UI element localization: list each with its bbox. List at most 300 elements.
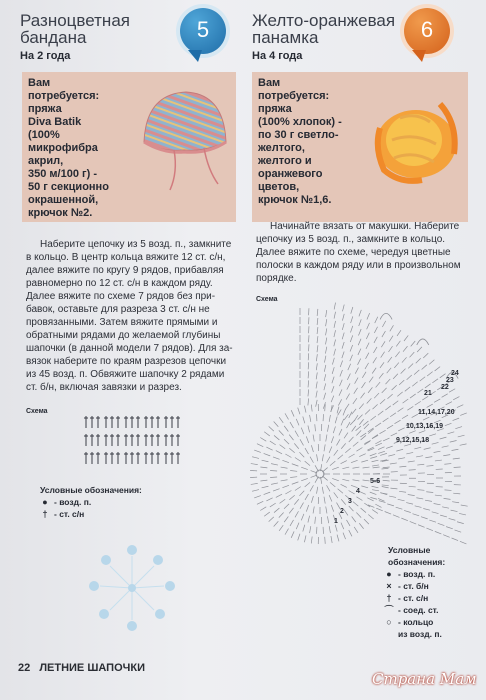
materials-line: желтого, (258, 142, 305, 154)
stitch-mark (324, 393, 326, 400)
stitch-mark (401, 369, 406, 374)
stitch-mark (452, 502, 459, 503)
instruction-line: полоски в каждом ряду или в произвольном (256, 260, 461, 271)
stitch-mark (349, 437, 354, 442)
stitch-mark (358, 349, 361, 355)
stitch-mark (311, 537, 312, 544)
row-number: 2 (340, 508, 344, 515)
left-instructions (26, 238, 240, 394)
stitch-mark (368, 514, 373, 518)
stitch-mark (399, 380, 404, 385)
stitch-mark (334, 303, 335, 310)
stitch-mark (324, 365, 326, 372)
stitch-mark (388, 346, 392, 352)
stitch-mark (317, 309, 318, 316)
stitch-mark (442, 446, 449, 447)
left-legend (40, 484, 142, 520)
stitch-mark (406, 503, 413, 505)
instruction-line: вязок наберите по краям разрезов цепочки (26, 356, 227, 367)
stitch-mark (299, 452, 304, 457)
stitch-mark (285, 529, 289, 535)
left-scheme-label: Схема (26, 408, 48, 415)
stitch-mark (296, 523, 299, 529)
stitch-mark (301, 478, 308, 480)
stitch-mark (359, 491, 365, 494)
row-number: 5-6 (370, 478, 381, 485)
stitch-mark (429, 520, 436, 522)
left-ring-motif-diagram (84, 540, 180, 636)
stitch-mark (285, 413, 289, 419)
instruction-line: Далее вяжите по схеме 7 рядов без при- (26, 291, 216, 302)
stitch-mark (393, 401, 399, 405)
stitch-mark (412, 514, 419, 516)
stitch-mark (349, 454, 355, 458)
stitch-mark (284, 504, 289, 509)
stitch-mark (334, 349, 336, 356)
stitch-mark (361, 486, 368, 488)
stitch-mark (254, 450, 261, 452)
left-subtitle: На 2 года (20, 50, 71, 62)
stitch-mark (387, 368, 391, 373)
stitch-mark (440, 515, 447, 517)
stitch-mark (347, 383, 350, 389)
stitch-mark (332, 467, 339, 469)
stitch-mark (346, 394, 350, 400)
double-crochet-icon: † (42, 509, 48, 519)
stitch-mark (264, 492, 271, 494)
stitch-mark (367, 323, 370, 329)
stitch-mark (416, 456, 423, 457)
stitch-mark (370, 453, 377, 455)
stitch-mark (274, 508, 279, 512)
stitch-mark (335, 525, 337, 532)
stitch-mark (341, 461, 347, 464)
stitch-mark (298, 534, 300, 541)
left-materials-box (22, 72, 236, 222)
stitch-mark (396, 507, 403, 509)
stitch-mark (386, 446, 393, 448)
stitch-mark (461, 505, 468, 506)
stitch-mark (344, 510, 348, 516)
stitch-mark (356, 448, 362, 452)
materials-line: Diva Batik (28, 116, 82, 128)
stitch-mark (329, 415, 330, 422)
stitch-mark (350, 420, 355, 425)
materials-line: Вам (258, 77, 281, 89)
stitch-mark (342, 342, 344, 349)
stitch-mark (334, 330, 336, 337)
stitch-mark (316, 400, 318, 407)
row-number: 22 (441, 384, 449, 391)
stitch-mark (273, 489, 280, 491)
stitch-mark (426, 492, 433, 493)
stitch-mark (252, 490, 259, 492)
left-title-line1: Разноцветная (20, 11, 130, 30)
stitch-mark (416, 498, 423, 499)
stitch-mark (403, 346, 407, 351)
stitch-mark (366, 343, 369, 349)
stitch-mark (292, 464, 299, 466)
stitch-mark (402, 415, 408, 419)
stitch-mark (374, 327, 377, 333)
stitch-mark (326, 506, 327, 513)
stitch-mark (415, 401, 421, 405)
stitch-mark (299, 491, 304, 496)
stitch-mark (404, 335, 408, 341)
materials-line: (100% хлопок) - (258, 116, 342, 128)
stitch-mark (358, 339, 361, 345)
stitch-mark (291, 531, 294, 537)
stitch-mark (289, 508, 293, 514)
stitch-mark (419, 431, 426, 433)
stitch-mark (334, 312, 335, 319)
row-number: 23 (446, 377, 454, 384)
stitch-mark (421, 517, 428, 519)
stitch-mark (390, 463, 397, 464)
stitch-mark (350, 335, 352, 342)
stitch-mark (322, 454, 323, 461)
stitch-mark (331, 505, 333, 512)
stitch-mark (435, 367, 440, 371)
stitch-mark (372, 486, 379, 488)
stitch-mark (404, 444, 411, 446)
stitch-mark (271, 464, 278, 465)
stitch-mark (316, 354, 317, 361)
stitch-mark (279, 525, 283, 531)
stitch-mark (310, 485, 314, 491)
stitch-mark (347, 422, 351, 428)
stitch-mark (351, 307, 353, 314)
stitch-mark (408, 363, 413, 368)
stitch-mark (274, 435, 279, 439)
stitch-mark (460, 444, 467, 445)
stitch-mark (359, 523, 363, 528)
stitch-mark (397, 392, 402, 396)
stitch-mark (264, 453, 271, 455)
materials-line: микрофибра (28, 142, 98, 154)
stitch-mark (338, 455, 343, 459)
stitch-mark (343, 305, 345, 312)
right-title-line1: Желто-оранжевая (252, 11, 396, 30)
stitch-mark (280, 445, 286, 449)
stitch-mark (369, 377, 373, 383)
stitch-mark (335, 417, 337, 424)
stitch-mark (407, 375, 412, 380)
stitch-mark (372, 460, 379, 462)
stitch-mark (410, 394, 416, 398)
instruction-line: равномерно по 12 ст. с/н в каждом ряду. (26, 278, 213, 289)
instruction-line: ст. б/н, включая завязки и разрез. (26, 382, 182, 393)
stitch-mark (276, 451, 282, 454)
stitch-mark (374, 393, 379, 398)
stitch-mark (379, 373, 383, 378)
stitch-mark (379, 430, 385, 433)
badge-number-5: 5 (180, 8, 226, 54)
stitch-mark (345, 448, 350, 452)
stitch-mark (308, 398, 309, 405)
legend-row-chain (40, 496, 142, 508)
right-legend-title-2: обозначения: (388, 557, 446, 567)
stitch-mark (349, 506, 354, 511)
stitch-mark (452, 449, 459, 450)
stitch-mark (300, 503, 304, 509)
stitch-mark (270, 441, 276, 445)
stitch-mark (363, 467, 370, 468)
stitch-mark (337, 535, 339, 542)
stitch-mark (317, 327, 318, 334)
materials-line: потребуется: (258, 90, 330, 102)
materials-line: крючок №2. (28, 207, 93, 219)
stitch-mark (450, 440, 457, 442)
stitch-mark (285, 454, 291, 458)
stitch-mark (364, 424, 369, 429)
stitch-mark (380, 399, 385, 404)
stitch-mark (343, 533, 346, 540)
stitch-mark (455, 427, 462, 429)
stitch-mark (308, 380, 309, 387)
stitch-mark (317, 336, 318, 343)
stitch-mark (326, 319, 327, 326)
stitch-mark (405, 387, 410, 391)
stitch-mark (342, 314, 344, 321)
stitch-mark (311, 405, 312, 412)
badge-number-6: 6 (404, 8, 450, 54)
right-header (252, 12, 395, 62)
stitch-mark (418, 525, 425, 528)
stitch-mark (395, 352, 399, 357)
stitch-mark (279, 417, 283, 423)
stitch-mark (370, 492, 377, 494)
stitch-mark (398, 428, 404, 431)
stitch-mark (390, 413, 396, 417)
stitch-mark (260, 480, 267, 481)
stitch-mark (341, 523, 344, 529)
stitch-mark (273, 457, 280, 459)
stitch-mark (457, 522, 464, 524)
stitch-mark (324, 374, 326, 381)
stitch-mark (308, 389, 309, 396)
stitch-mark (341, 443, 345, 448)
instruction-line: бавок, оставьте для разреза 3 ст. с/н не (26, 304, 210, 315)
stitch-mark (317, 454, 318, 461)
stitch-mark (408, 495, 415, 496)
bandana-photo (134, 82, 234, 192)
stitch-mark (317, 345, 318, 352)
section-title: ЛЕТНИЕ ШАПОЧКИ (39, 662, 145, 674)
stitch-mark (332, 377, 334, 384)
stitch-mark (350, 345, 353, 352)
stitch-mark (381, 341, 385, 347)
stitch-mark (339, 429, 342, 435)
stitch-mark (435, 495, 442, 496)
stitch-mark (269, 517, 274, 522)
instruction-line: Начинайте вязать от макушки. Наберите (270, 221, 460, 232)
stitch-mark (329, 446, 332, 452)
stitch-mark (435, 460, 442, 461)
stitch-mark (291, 410, 294, 416)
stitch-mark (356, 426, 361, 431)
stitch-mark (339, 389, 342, 395)
stitch-mark (333, 426, 335, 433)
stitch-mark (360, 393, 364, 399)
stitch-mark (332, 358, 334, 365)
instruction-line: провязанными. Затем вяжите прямыми и (26, 317, 218, 328)
stitch-mark (324, 497, 325, 504)
stitch-mark (378, 411, 383, 415)
stitch-mark (264, 512, 270, 516)
row-number: 4 (356, 488, 360, 495)
stitch-mark (269, 426, 274, 431)
scallop-mark (417, 339, 429, 345)
instruction-line: Далее вяжите по схеме, чередуя цветные (256, 247, 451, 258)
stitch-mark (257, 444, 263, 447)
single-crochet-icon: × (386, 581, 392, 591)
stitch-mark (352, 480, 359, 481)
stitch-mark (382, 331, 386, 337)
stitch-mark (410, 521, 417, 524)
stitch-mark (383, 418, 389, 422)
stitch-mark (365, 409, 370, 414)
stitch-mark (285, 491, 291, 495)
stitch-mark (325, 537, 326, 544)
left-header (20, 12, 130, 62)
stitch-mark (438, 523, 445, 525)
stitch-mark (389, 336, 393, 342)
stitch-mark (390, 488, 397, 489)
materials-line: акрил, (28, 155, 64, 167)
stitch-mark (252, 457, 259, 459)
materials-line: (100% (28, 129, 60, 141)
stitch-mark (460, 413, 467, 416)
stitch-mark (313, 506, 314, 513)
stitch-mark (290, 477, 297, 478)
instruction-line: цепочку из 5 возд. п., замкните в кольцо. (256, 234, 446, 245)
row-number: 11,14,17,20 (418, 409, 455, 416)
center-ring (316, 470, 324, 478)
stitch-mark (396, 449, 403, 451)
stitch-mark (331, 536, 332, 543)
stitch-mark (388, 454, 395, 456)
legend-text: - ст. б/н (398, 581, 429, 591)
legend-text: - кольцо (398, 617, 434, 627)
materials-line: пряжа (28, 103, 62, 115)
stitch-mark (356, 497, 362, 501)
stitch-mark (364, 519, 369, 524)
stitch-mark (326, 310, 327, 317)
stitch-mark (397, 330, 401, 336)
stitch-mark (334, 339, 336, 346)
chain-stitch-icon: ● (42, 497, 48, 507)
stitch-mark (334, 450, 338, 456)
stitch-mark (270, 503, 276, 507)
stitch-mark (330, 461, 335, 465)
stitch-mark (329, 526, 330, 533)
stitch-mark (393, 515, 400, 518)
stitch-mark (427, 372, 432, 376)
stitch-mark (257, 501, 263, 504)
stitch-mark (382, 486, 389, 487)
instruction-line: шапочки (в данной модели 7 рядов). Для за- (26, 343, 233, 354)
stitch-mark (289, 448, 294, 452)
stitch-mark (296, 419, 299, 425)
stitch-mark (417, 347, 422, 352)
stitch-mark (345, 404, 349, 410)
chain-stitch-icon: ● (386, 569, 392, 579)
instruction-line: в кольцо. В центр кольца вяжите 12 ст. с/н, (26, 252, 226, 263)
stitch-mark (394, 420, 400, 423)
stitch-mark (448, 432, 455, 434)
stitch-mark (310, 415, 311, 422)
stitch-mark (331, 396, 334, 402)
stitch-mark (451, 510, 458, 511)
stitch-mark (310, 457, 314, 463)
stitch-mark (262, 460, 269, 462)
stitch-mark (408, 461, 415, 462)
stitch-mark (337, 407, 339, 414)
stitch-mark (343, 409, 346, 416)
stitch-mark (354, 527, 358, 533)
stitch-mark (355, 378, 359, 384)
row-number: 10,13,16,19 (406, 423, 443, 430)
legend-text: - возд. п. (398, 569, 436, 579)
stitch-mark (412, 382, 417, 386)
stitch-mark (342, 467, 349, 469)
stitch-mark (304, 535, 306, 542)
stitch-mark (432, 512, 439, 514)
stitch-mark (352, 426, 356, 432)
stitch-mark (352, 517, 356, 523)
stitch-mark (353, 502, 358, 506)
stitch-mark (316, 382, 317, 389)
stitch-mark (449, 389, 455, 392)
legend-text: из возд. п. (398, 629, 442, 639)
stitch-mark (425, 500, 432, 501)
stitch-mark (382, 468, 389, 469)
stitch-mark (414, 447, 421, 449)
stitch-mark (303, 525, 305, 532)
stitch-mark (282, 460, 289, 462)
stitch-mark (279, 430, 284, 435)
stitch-mark (399, 466, 406, 467)
stitch-mark (306, 436, 308, 443)
stitch-mark (440, 437, 447, 439)
stitch-mark (432, 379, 438, 383)
stitch-mark (387, 425, 393, 428)
stitch-mark (422, 365, 427, 370)
stitch-mark (457, 405, 463, 408)
stitch-mark (455, 530, 462, 532)
stitch-mark (290, 520, 294, 526)
stitch-mark (351, 460, 358, 462)
right-materials-box (252, 72, 468, 222)
instruction-line: порядке. (256, 273, 297, 284)
stitch-mark (459, 513, 466, 515)
stitch-mark (383, 438, 389, 441)
stitch-mark (409, 470, 416, 471)
stitch-mark (350, 326, 352, 333)
stitch-mark (361, 382, 365, 388)
stitch-mark (300, 439, 304, 445)
page-number: 22 (18, 662, 31, 674)
stitch-mark (338, 399, 341, 405)
stitch-mark (356, 513, 361, 518)
stitch-mark (417, 389, 423, 393)
stitch-mark (444, 464, 451, 465)
stitch-mark (365, 363, 369, 369)
stitch-mark (356, 430, 361, 435)
stitch-mark (359, 319, 362, 326)
stitch-mark (316, 391, 317, 398)
